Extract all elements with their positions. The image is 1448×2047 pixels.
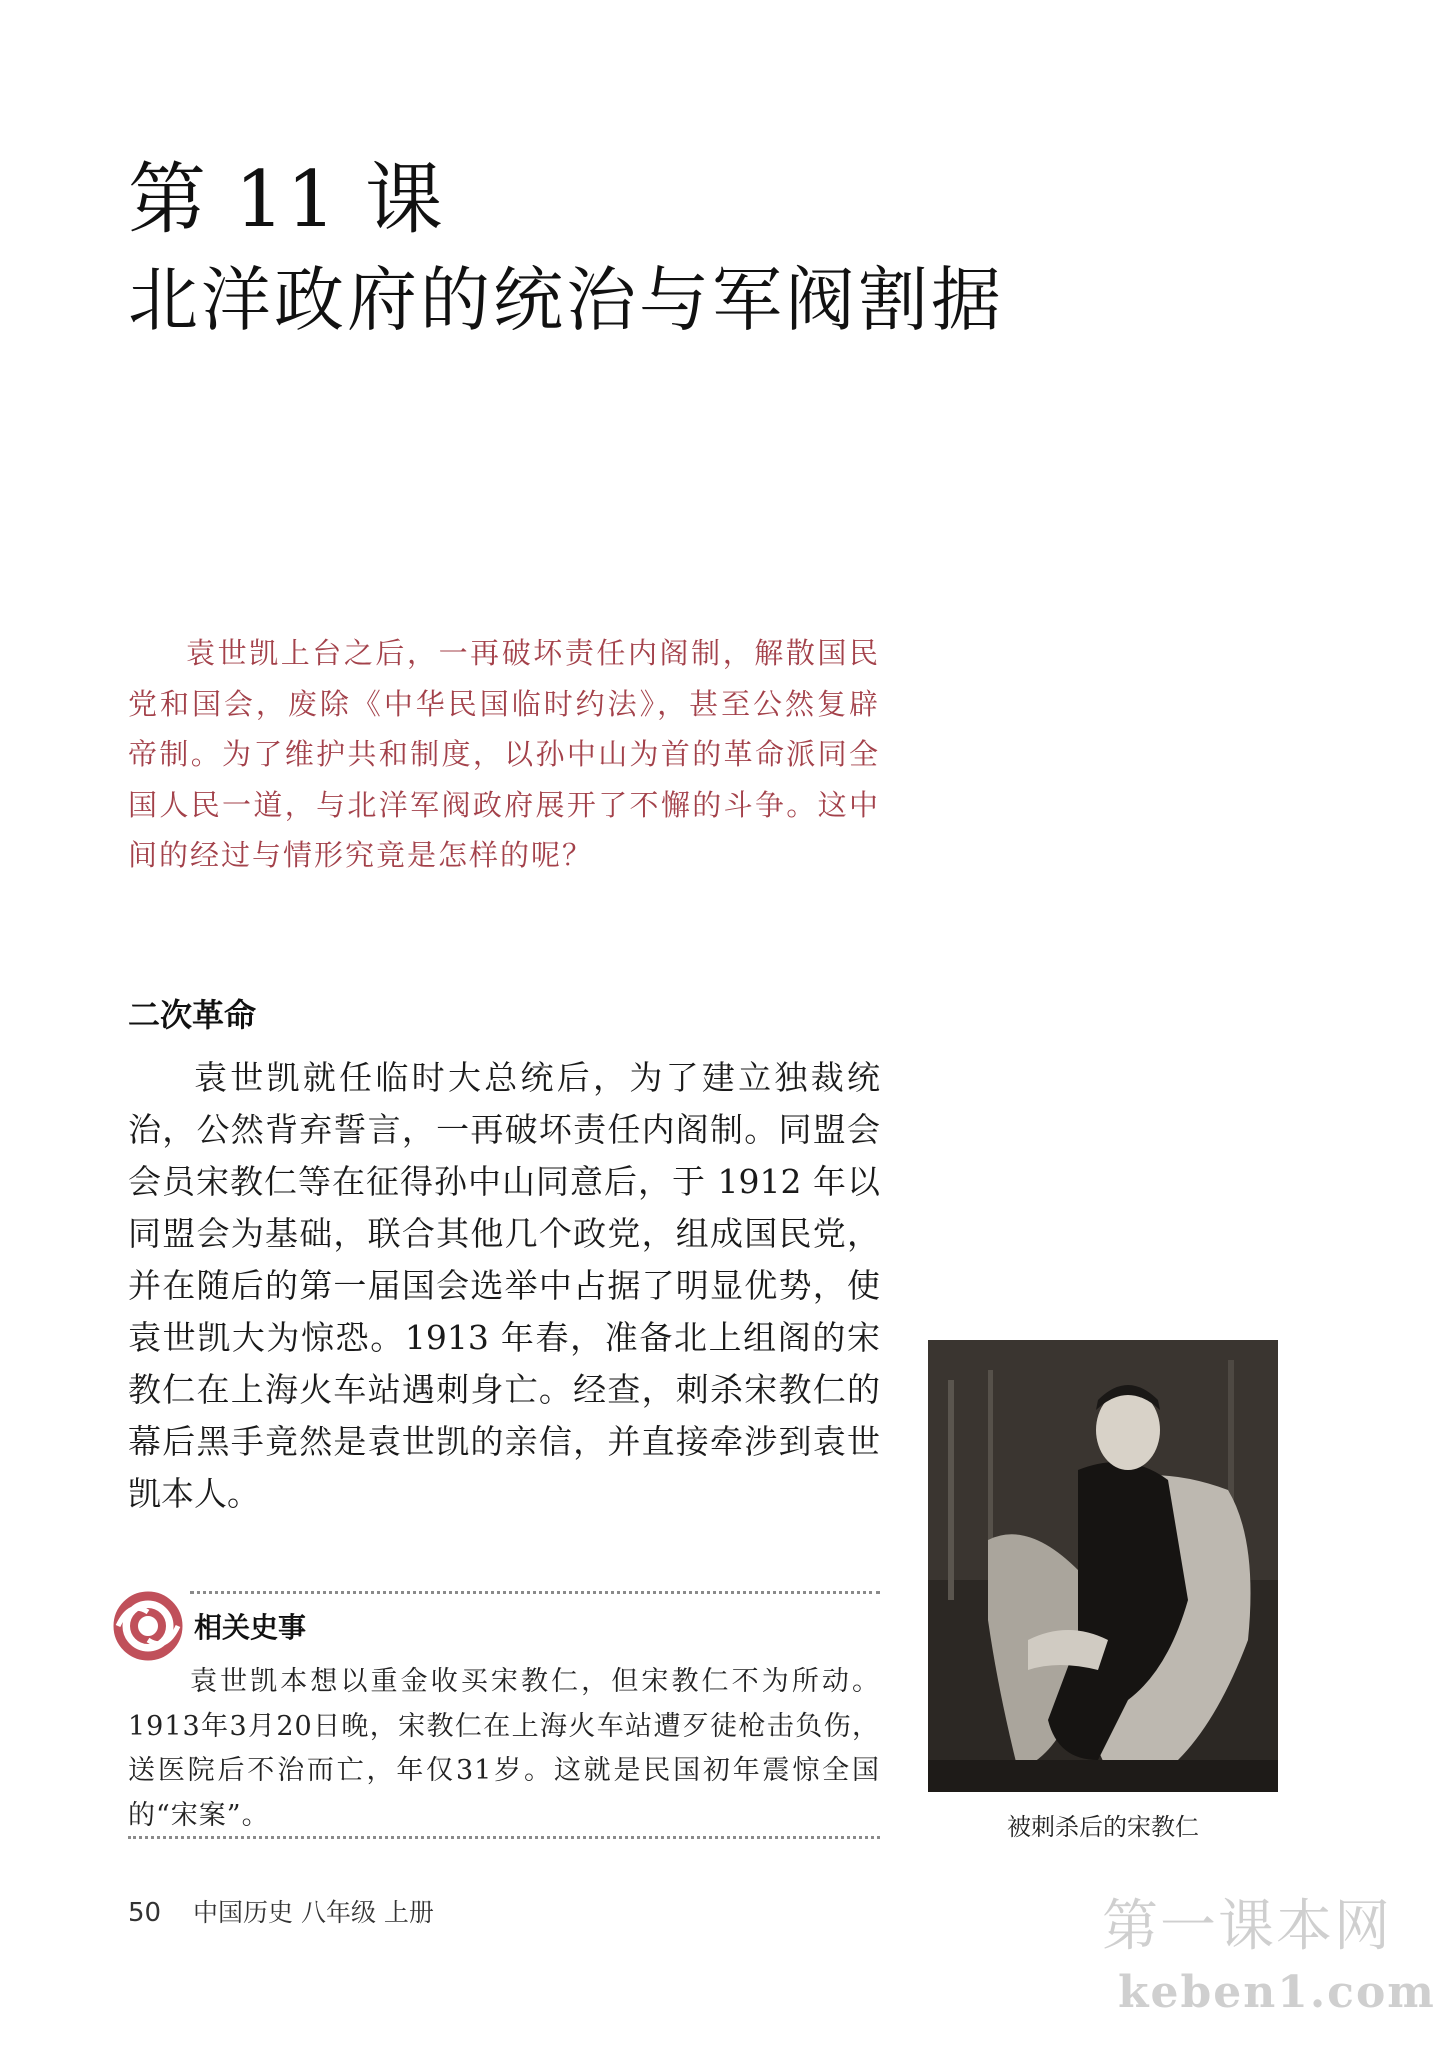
photo-illustration (928, 1340, 1278, 1792)
section-heading: 二次革命 (128, 996, 257, 1034)
lesson-title: 北洋政府的统治与军阀割据 (128, 259, 1004, 341)
book-title: 中国历史 八年级 上册 (193, 1898, 434, 1927)
box-bottom-divider (128, 1836, 880, 1839)
related-history-text: 袁世凯本想以重金收买宋教仁，但宋教仁不为所动。1913年3月20日晚，宋教仁在上海火车站遭歹徒枪击负伤，送医院后不治而亡，年仅31岁。这就是民国初年震惊全国的“宋案”。 (128, 1666, 880, 1831)
related-history-heading: 相关史事 (194, 1611, 307, 1644)
section-body: 袁世凯就任临时大总统后，为了建立独裁统治，公然背弃誓言，一再破坏责任内阁制。同盟会会员宋教仁等在征得孙中山同意后，于 1912 年以同盟会为基础，联合其他几个政党，组成国民党，并在随后的第一届国会选举中占据了明显优势，使袁世凯大为惊恐。1913 年春，准备北上组阁的宋教仁在上海火车站遇刺身亡。经查，刺杀宋教仁的幕后黑手竟然是袁世凯的亲信，并直接牵涉到袁世凯本人。 (128, 1058, 880, 1513)
related-history-icon (110, 1590, 186, 1662)
song-jiaoren-photo (928, 1340, 1278, 1792)
watermark-url: keben1.com (1118, 1967, 1436, 2018)
photo-caption: 被刺杀后的宋教仁 (1007, 1813, 1199, 1841)
box-top-divider (190, 1591, 880, 1594)
lesson-intro: 袁世凯上台之后，一再破坏责任内阁制，解散国民党和国会，废除《中华民国临时约法》，甚至公然复辟帝制。为了维护共和制度，以孙中山为首的革命派同全国人民一道，与北洋军阀政府展开了不懈的斗争。这中间的经过与情形究竟是怎样的呢？ (128, 636, 880, 872)
watermark-chinese: 第一课本网 (1102, 1894, 1392, 1959)
page-number: 50 (128, 1898, 162, 1928)
lesson-number-title: 第 11 课 (128, 155, 445, 245)
